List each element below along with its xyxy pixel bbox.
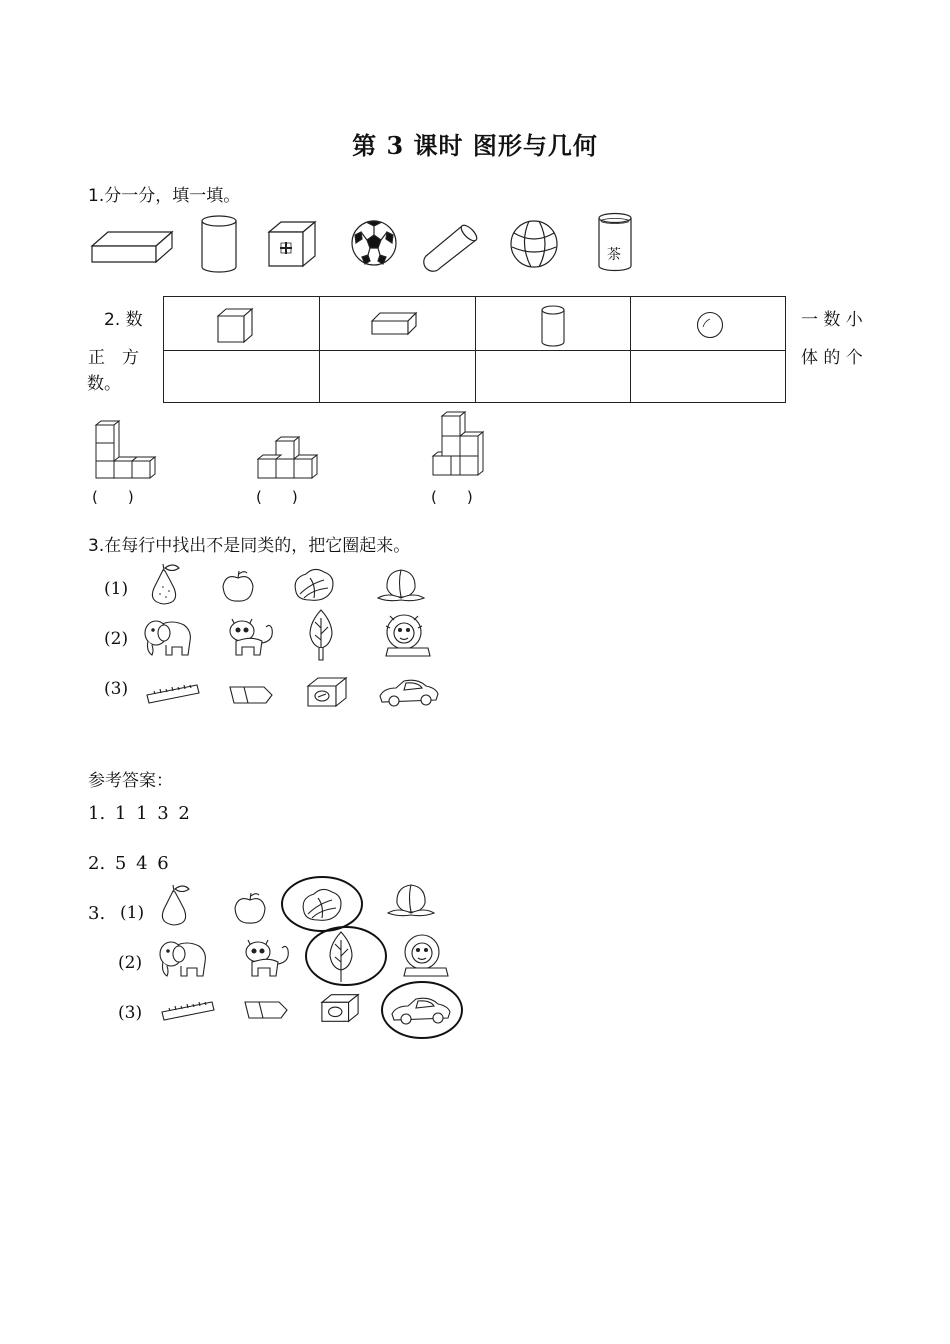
answer-peach-icon [386, 880, 436, 920]
answer-row-2-label: (2) [118, 953, 143, 973]
answer-row-1-label: (1) [120, 903, 145, 923]
answer-lion-icon [398, 932, 452, 980]
flat-box-icon [90, 230, 174, 264]
answer-circle-2 [304, 925, 388, 987]
cat-icon [224, 615, 278, 659]
pencil-sharpener-icon [306, 676, 348, 708]
cube-stack-2 [256, 436, 320, 480]
soccer-ball-icon [350, 219, 398, 267]
cube-stack-1 [94, 420, 158, 480]
answers-heading: 参考答案： [88, 771, 173, 791]
question-1-label: 1.分一分，填一填。 [88, 186, 241, 206]
blank-3[interactable]: ( ) [431, 488, 473, 506]
sphere-icon [696, 311, 724, 339]
basketball-icon [509, 219, 559, 269]
answer-ruler-icon [160, 1000, 216, 1024]
answer-circle-3 [380, 980, 464, 1040]
question-2-label-line1: 2. 数 [104, 310, 143, 330]
question-2-right-line2: 体 的 个 [801, 348, 863, 368]
cube-stack-3 [431, 411, 487, 477]
cabbage-icon [290, 566, 338, 604]
cube-icon [216, 307, 254, 343]
car-icon [378, 678, 440, 708]
shape-count-table [163, 296, 786, 403]
question-2-label-line2: 正 方 [88, 348, 139, 368]
answer-apple-icon [232, 892, 268, 926]
eraser-icon [228, 683, 274, 707]
answer-sharpener-icon [320, 992, 360, 1024]
ruler-icon [145, 683, 201, 707]
tilted-cylinder-icon [420, 222, 480, 270]
blank-2[interactable]: ( ) [256, 488, 298, 506]
answer-elephant-icon [156, 938, 210, 980]
tree-icon [306, 608, 336, 662]
cylinder-icon [200, 215, 238, 273]
tea-can-label: 茶 [607, 247, 621, 263]
answer-cat-icon [240, 936, 294, 980]
cylinder-small-icon [540, 305, 566, 347]
q3-row-1-label: (1) [104, 579, 129, 599]
question-2-label-line3: 数。 [87, 374, 121, 394]
question-3-label: 3.在每行中找出不是同类的，把它圈起来。 [88, 536, 411, 556]
answer-eraser-icon [242, 998, 290, 1022]
answer-2: 2. 5 4 6 [88, 853, 169, 874]
apple-icon [220, 570, 256, 604]
answer-pear-icon [156, 882, 194, 928]
answer-1: 1. 1 1 3 2 [88, 803, 190, 824]
pear-icon [146, 562, 184, 606]
blank-1[interactable]: ( ) [92, 488, 134, 506]
lion-icon [380, 612, 434, 660]
cuboid-icon [370, 311, 418, 335]
q3-row-3-label: (3) [104, 679, 129, 699]
q3-row-2-label: (2) [104, 629, 129, 649]
cube-box-icon [267, 220, 317, 268]
answer-row-3-label: (3) [118, 1003, 143, 1023]
peach-icon [376, 566, 426, 604]
elephant-icon [142, 617, 194, 659]
page-title: 第 3 课时 图形与几何 [352, 131, 598, 160]
answer-3-prefix: 3. [88, 903, 106, 924]
question-2-right-line1: 一 数 小 [801, 310, 863, 330]
